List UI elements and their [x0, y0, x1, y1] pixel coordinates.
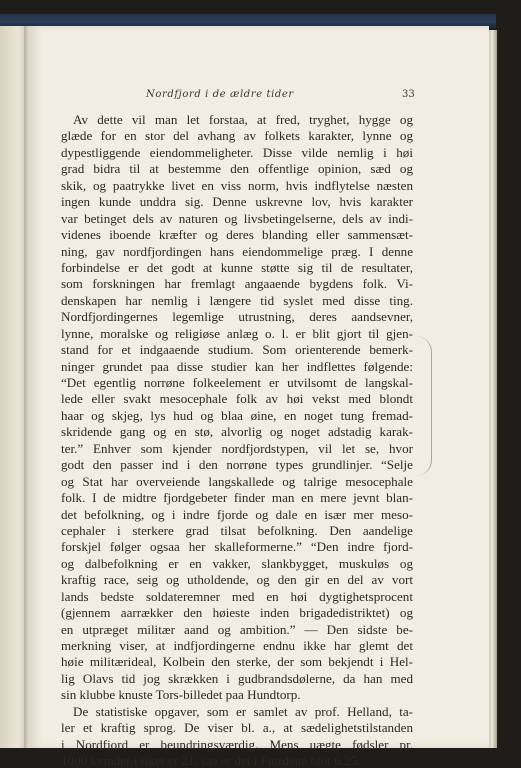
text-line: i Nordfjord er beundringsværdig. Mens uægte fødsler pr.: [61, 736, 413, 752]
text-line: denskapen har nemlig i længere tid syslet med disse ting.: [61, 292, 413, 308]
running-head: Nordfjord i de ældre tider: [146, 89, 294, 100]
text-line: stand for et indgaaende studium. Som orienterende bemerk-: [61, 342, 413, 358]
text-line: kraftig race, seig og utholdende, og den gir en del av vort: [61, 572, 413, 588]
text-line: skik, og paatrykke livet en viss norm, hvis indflytelse næsten: [61, 177, 413, 193]
text-line: og Stat har overveiende langskallede og talrige mesocephale: [61, 473, 413, 489]
text-line: Av dette vil man let forstaa, at fred, tryghet, hygge og: [73, 112, 413, 127]
page-number: 33: [402, 89, 415, 100]
text-line: og dalbefolkning er en vakker, slankbygget, muskuløs og: [61, 555, 413, 571]
text-line: ingen kunde unddra sig. Denne uskrevne lov, hvis karakter: [61, 194, 413, 210]
text-line: Nordfjordingernes legemlige utrustning, deres aandsevner,: [61, 309, 413, 325]
text-line: ter.” Enhver som kjender nordfjordstypen, vil let se, hvor: [61, 440, 413, 456]
text-line: forskjel følger ogsaa her skalleformerne.” “Den indre fjord-: [61, 539, 413, 555]
body-text: [61, 112, 413, 768]
text-line: høie militærideal, Kolbein den sterke, der som bekjendt i Hel-: [61, 654, 413, 670]
text-line: lynne, moralske og religiøse anlæg o. l. er blit gjort til gjen-: [61, 325, 413, 341]
text-line: ning, gav nordfjordingen hans eiendommelige præg. I denne: [61, 243, 413, 259]
pencil-margin-mark: [413, 336, 432, 476]
text-line: lands bedste soldateremner med en høi dygtighetsprocent: [61, 588, 413, 604]
text-line: glæde for en stor del avhang av folkets karakter, lynne og: [61, 128, 413, 144]
text-line: lede eller svakt mesocephale folk av høi vekst med blondt: [61, 391, 413, 407]
text-line: haar og skjeg, lys hud og blaa øine, en noget tung fremad-: [61, 407, 413, 423]
text-line: var betinget dels av naturen og livsbetingelserne, dels av indi-: [61, 210, 413, 226]
text-line: skridende gang og en stø, alvorlig og noget adstadig karak-: [61, 424, 413, 440]
text-line: (gjennem aarrækker den høieste inden brigadedistriktet) og: [61, 605, 413, 621]
text-line: videnes iboende kræfter og deres blanding eller sammensæt-: [61, 227, 413, 243]
text-line: merkning viser, at indfjordingerne endnu ikke har glemt det: [61, 638, 413, 653]
page-stack-edge: [489, 30, 497, 748]
text-line: som forskningen har fremlagt angaaende bygdens folk. Vi-: [61, 276, 413, 292]
text-line: lig Olavs tid jog skrækken i gudbrandsdølerne, da han med: [61, 670, 413, 686]
text-line: forbindelse er det godt at kunne støtte sig til de resultater,: [61, 259, 413, 275]
text-line: dypestliggende eiendommeligheter. Disse vilde nemlig i høi: [61, 144, 413, 160]
text-line: ler et kraftig sprog. De viser bl. a., at sædelighetstilstanden: [61, 720, 413, 736]
text-line: cephaler i sterkere grad tilsat befolkning. Den aandelige: [61, 522, 413, 538]
text-line: “Det egentlig norrøne folkeelement er utvilsomt de langskal-: [61, 375, 413, 390]
text-line: ninger grundet paa disse studier kan her indflettes følgende:: [61, 358, 413, 374]
text-line: sin klubbe knuste Tors-billedet paa Hundtorp.: [61, 687, 301, 703]
text-line: det befolkning, og i indre fjorde og dale en især mer meso-: [61, 506, 413, 522]
text-line: 1000 kvinder i riket er 21, saa er det i Fjordene blot 6.25.: [61, 753, 361, 768]
text-line: folk. I de midtre fjordgebeter finder man en mere jevnt blan-: [61, 490, 413, 506]
text-line: godt den passer ind i den norrøne types grundlinjer. “Selje: [61, 457, 413, 473]
text-line: De statistiske opgaver, som er samlet av prof. Helland, ta-: [73, 703, 413, 719]
page-gutter: [24, 26, 30, 748]
text-line: grad bidra til at bestemme den offentlige opinion, sæd og: [61, 161, 413, 177]
text-line: en utpræget militær aand og ambition.” — Den sidste be-: [61, 621, 413, 637]
